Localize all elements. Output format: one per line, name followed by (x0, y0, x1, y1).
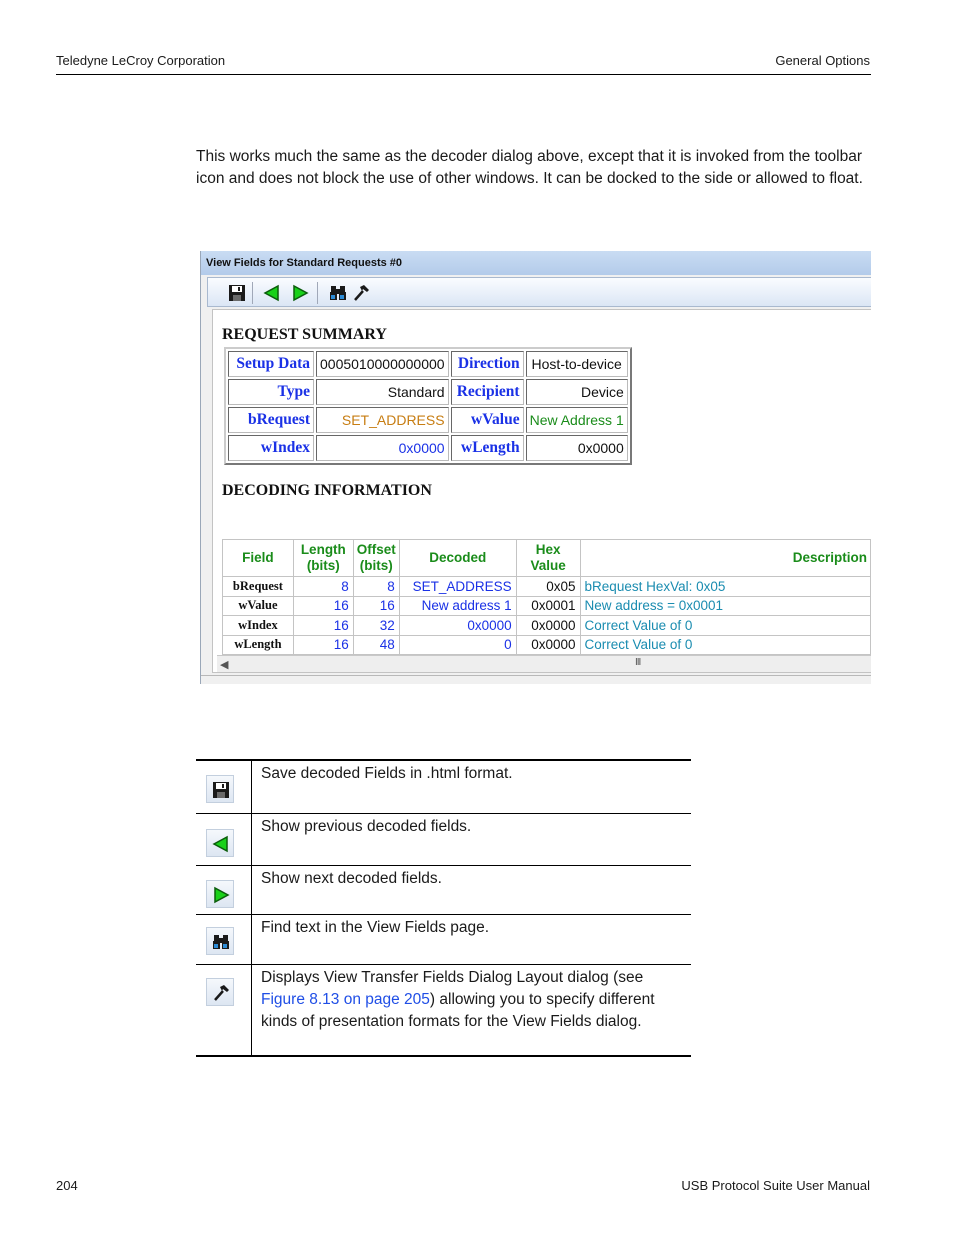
dialog-title: View Fields for Standard Requests #0 (201, 251, 871, 275)
icon-cell (196, 965, 252, 1055)
field-name: wIndex (223, 616, 294, 636)
decoded-cell: New address 1 (399, 596, 516, 616)
icon-description: Show previous decoded fields. (261, 818, 472, 835)
previous-arrow-icon[interactable] (262, 283, 282, 303)
table-row (196, 761, 691, 813)
description-text: Displays View Transfer Fields Dialog Layout dialog (see (261, 969, 644, 986)
summary-label: Recipient (451, 379, 524, 405)
header-line: Value (530, 558, 566, 573)
page-number: 204 (56, 1178, 78, 1193)
header-line: Length (300, 542, 346, 557)
hammer-icon[interactable] (351, 283, 371, 303)
table-row (196, 865, 691, 914)
summary-label: bRequest (228, 407, 314, 433)
hex-value-cell: 0x0000 (516, 616, 580, 636)
toolbar-icon-table (196, 759, 691, 1057)
running-header-section: General Options (775, 53, 870, 68)
column-header-field[interactable]: Field (223, 540, 294, 577)
decoding-information-heading: DECODING INFORMATION (222, 482, 432, 499)
summary-value: New Address 1 (526, 407, 628, 433)
icon-description: Save decoded Fields in .html format. (261, 765, 513, 782)
header-line: Hex (535, 542, 561, 557)
decoded-cell: SET_ADDRESS (399, 577, 516, 597)
description-text: ) allowing you to specify different kinds of presentation formats for the View Fields dialog. (261, 991, 655, 1030)
length-cell: 16 (293, 596, 353, 616)
table-row (223, 577, 871, 597)
table-row (228, 407, 628, 433)
icon-cell (196, 915, 252, 964)
icon-description: Find text in the View Fields page. (261, 919, 490, 936)
column-header-hex-value[interactable] (516, 540, 580, 577)
figure-link[interactable]: Figure 8.13 on page 205 (261, 991, 430, 1008)
table-row (196, 813, 691, 865)
description-cell: New address = 0x0001 (580, 596, 870, 616)
icon-description (252, 965, 691, 1055)
toolbar-separator (317, 282, 318, 304)
manual-title: USB Protocol Suite User Manual (681, 1178, 870, 1193)
hex-value-cell: 0x0000 (516, 635, 580, 655)
offset-cell: 48 (353, 635, 399, 655)
description-cell: bRequest HexVal: 0x05 (580, 577, 870, 597)
field-name: bRequest (223, 577, 294, 597)
column-header-description[interactable]: Description (580, 540, 870, 577)
decoding-fields-table (222, 539, 871, 655)
offset-cell: 16 (353, 596, 399, 616)
dialog-content (212, 309, 871, 673)
length-cell: 16 (293, 635, 353, 655)
running-header-company: Teledyne LeCroy Corporation (56, 53, 226, 68)
description-cell: Correct Value of 0 (580, 635, 870, 655)
field-name: wValue (223, 596, 294, 616)
summary-label: Type (228, 379, 314, 405)
description-cell: Correct Value of 0 (580, 616, 870, 636)
column-header-offset[interactable] (353, 540, 399, 577)
summary-label: wValue (451, 407, 524, 433)
table-row (223, 596, 871, 616)
length-cell: 16 (293, 616, 353, 636)
scroll-grip[interactable]: III (635, 657, 641, 668)
scroll-left-icon[interactable]: ◀ (220, 659, 229, 671)
table-row (228, 379, 628, 405)
header-line: (bits) (359, 558, 393, 573)
dialog-toolbar (207, 277, 871, 307)
binoculars-icon[interactable] (328, 283, 348, 303)
summary-value: 0x0000 (526, 435, 628, 461)
icon-cell (196, 814, 252, 865)
request-summary-table (224, 347, 632, 465)
save-icon[interactable] (227, 283, 247, 303)
summary-value: 0005010000000000 (316, 351, 449, 377)
request-summary-heading: REQUEST SUMMARY (222, 326, 387, 343)
header-rule (56, 74, 871, 75)
table-header-row (223, 540, 871, 577)
offset-cell: 8 (353, 577, 399, 597)
summary-label: wLength (451, 435, 524, 461)
column-header-length[interactable] (293, 540, 353, 577)
hammer-icon (206, 978, 234, 1006)
table-row (228, 351, 628, 377)
hex-value-cell: 0x0001 (516, 596, 580, 616)
column-header-decoded[interactable]: Decoded (399, 540, 516, 577)
table-row (223, 635, 871, 655)
hex-value-cell: 0x05 (516, 577, 580, 597)
field-name: wLength (223, 635, 294, 655)
next-arrow-icon (206, 880, 234, 908)
save-icon (206, 775, 234, 803)
summary-value: 0x0000 (316, 435, 449, 461)
table-row (228, 435, 628, 461)
table-row (196, 964, 691, 1055)
dialog-bottom-edge (201, 675, 871, 684)
icon-cell (196, 761, 252, 813)
summary-value: Host-to-device (526, 351, 628, 377)
previous-arrow-icon (206, 829, 234, 857)
summary-value: Standard (316, 379, 449, 405)
summary-value: Device (526, 379, 628, 405)
binoculars-icon (206, 927, 234, 955)
icon-cell (196, 866, 252, 914)
summary-label: wIndex (228, 435, 314, 461)
horizontal-scrollbar[interactable] (217, 655, 871, 672)
table-row (223, 616, 871, 636)
header-line: Offset (356, 542, 396, 557)
next-arrow-icon[interactable] (290, 283, 310, 303)
table-row (196, 914, 691, 964)
view-fields-dialog (200, 251, 871, 684)
toolbar-separator (252, 282, 253, 304)
icon-description: Show next decoded fields. (261, 870, 442, 887)
length-cell: 8 (293, 577, 353, 597)
offset-cell: 32 (353, 616, 399, 636)
decoded-cell: 0x0000 (399, 616, 516, 636)
summary-label: Direction (451, 351, 524, 377)
decoded-cell: 0 (399, 635, 516, 655)
intro-paragraph: This works much the same as the decoder dialog above, except that it is invoked from the toolbar icon and does not block the use of other windows. It can be docked to the side or allowed to float. (196, 148, 863, 187)
summary-label: Setup Data (228, 351, 314, 377)
summary-value: SET_ADDRESS (316, 407, 449, 433)
header-line: (bits) (306, 558, 340, 573)
